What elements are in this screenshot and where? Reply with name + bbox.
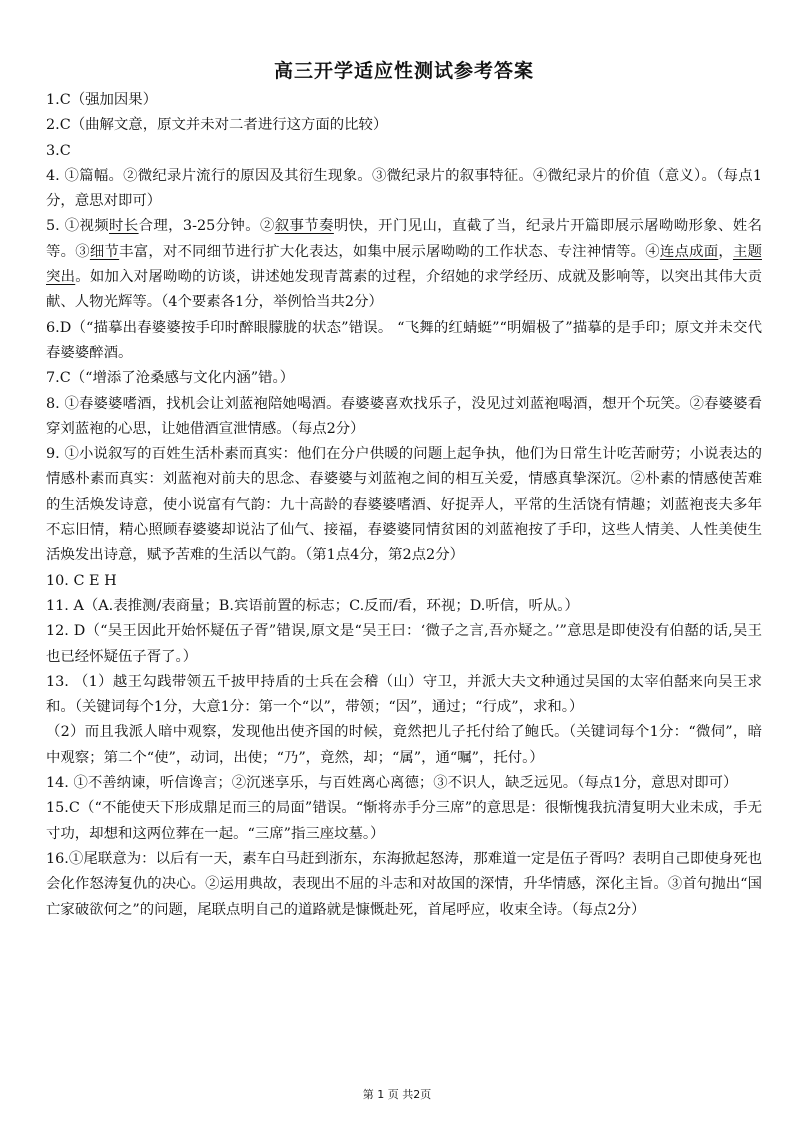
answer-5-text: 5. ①视频 bbox=[46, 218, 110, 235]
answer-item-16: 16.①尾联意为：以后有一天，素车白马赶到浙东，东海掀起怒涛，那难道一定是伍子胥吗？表明自己即使身死也会化作怒涛复仇的决心。②运用典故，表现出不屈的斗志和对故国的深情，升华情感，深化主旨。③首句抛出“国亡家破欲何之”的问题，尾联点明自己的道路就是慷慨赴死，首尾呼应，收束全诗。（每点2分） bbox=[46, 850, 762, 918]
answer-item-5 bbox=[46, 214, 762, 315]
answer-5-text: 明快，开门见山，直截了当，纪录片开篇即展示屠呦呦形象、姓名等。③ bbox=[46, 218, 762, 260]
answer-item-4: 4. ①篇幅。②微纪录片流行的原因及其衍生现象。③微纪录片的叙事特征。④微纪录片的价值（意义）。（每点1分，意思对即可） bbox=[46, 167, 762, 210]
answer-13-part-2: （2）而且我派人暗中观察，发现他出使齐国的时候，竟然把儿子托付给了鲍氏。（关键词每个1分：“微伺”，暗中观察；第二个“使”，动词，出使；“乃”，竟然，却；“属”，通“嘱”，托付。） bbox=[46, 724, 762, 766]
answer-item-2: 2.C（曲解文意，原文并未对二者进行这方面的比较） bbox=[46, 117, 388, 134]
answer-5-keyword: 连点成面 bbox=[659, 243, 719, 260]
answer-sheet-page bbox=[46, 56, 762, 923]
answer-5-keyword: 主题突出 bbox=[46, 243, 762, 286]
answer-item-12: 12. D（“吴王因此开始怀疑伍子胥”错误,原文是“吴王曰：‘微子之言,吾亦疑之。’”意思是即使没有伯嚭的话,吴王也已经怀疑伍子胥了。） bbox=[46, 623, 762, 665]
answer-item-14: 14. ①不善纳谏，听信谗言；②沉迷享乐，与百姓离心离德；③不识人，缺乏远见。（每点1分，意思对即可） bbox=[46, 775, 738, 792]
answer-5-keyword: 时长 bbox=[109, 218, 139, 235]
answer-item-9: 9. ①小说叙写的百姓生活朴素而真实：他们在分户供暖的问题上起争执，他们为日常生计吃苦耐劳；小说表达的情感朴素而真实：刘蓝袍对前夫的思念、春婆婆与刘蓝袍之间的相互关爱，情感真挚深沉。②朴素的情感使苦难的生活焕发诗意，使小说富有气韵：九十高龄的春婆婆嗜酒、好捉弄人，平常的生活饶有情趣；刘蓝袍丧夫多年不忘旧情，精心照顾春婆婆却说沾了仙气、接福，春婆婆同情贫困的刘蓝袍按了手印，这些人情美、人性美使生活焕发出诗意，赋予苦难的生活以气韵。（第1点4分，第2点2分） bbox=[46, 446, 762, 564]
answer-13-part-1: 13. （1）越王勾践带领五千披甲持盾的士兵在会稽（山）守卫，并派大夫文种通过吴国的太宰伯嚭来向吴王求和。（关键词每个1分，大意1分：第一个“以”，带领；“因”，通过；“行成”，求和。） bbox=[46, 673, 762, 716]
answer-5-keyword: 叙事节奏 bbox=[274, 218, 334, 235]
answer-5-text: 合理，3-25分钟。② bbox=[138, 218, 275, 235]
answer-list bbox=[46, 88, 762, 923]
answer-item-1: 1.C（强加因果） bbox=[46, 92, 158, 108]
answer-item-13 bbox=[46, 670, 762, 771]
answer-5-text: 丰富，对不同细节进行扩大化表达，如集中展示屠呦呦的工作状态、专注神情等。④ bbox=[119, 243, 660, 260]
answer-5-keyword: 细节 bbox=[89, 243, 120, 260]
page-title: 高三开学适应性测试参考答案 bbox=[273, 60, 534, 82]
answer-item-6: 6.D（“描摹出春婆婆按手印时醉眼朦胧的状态”错误。 “飞舞的红蜻蜓”“明媚极了”描摹的是手印；原文并未交代春婆婆醉酒。 bbox=[46, 319, 762, 361]
answer-item-11: 11. A（A.表推测/表商量；B.宾语前置的标志；C.反而/看，环视；D.听信，听从。） bbox=[46, 597, 579, 614]
answer-5-text: 。如加入对屠呦呦的访谈，讲述她发现青蒿素的过程，介绍她的求学经历、成就及影响等，以突出其伟大贡献、人物光辉等。（4个要素各1分，举例恰当共2分） bbox=[46, 269, 762, 311]
answer-item-10: 10. C E H bbox=[46, 572, 117, 589]
answer-item-3: 3.C bbox=[46, 142, 71, 159]
answer-5-text: ， bbox=[718, 243, 733, 260]
answer-item-7: 7.C（“增添了沧桑感与文化内涵”错。） bbox=[46, 370, 295, 387]
answer-item-8: 8. ①春婆婆嗜酒，找机会让刘蓝袍陪她喝酒。春婆婆喜欢找乐子，没见过刘蓝袍喝酒，想开个玩笑。②春婆婆看穿刘蓝袍的心思，让她借酒宣泄情感。（每点2分） bbox=[46, 395, 762, 437]
page-footer: 第 1 页 共2页 bbox=[362, 1088, 432, 1101]
answer-item-15: 15.C（“不能使天下形成鼎足而三的局面”错误。“惭将赤手分三席”的意思是：很惭愧我抗清复明大业未成，手无寸功，却想和这两位葬在一起。“三席”指三座坟墓。） bbox=[46, 800, 762, 842]
